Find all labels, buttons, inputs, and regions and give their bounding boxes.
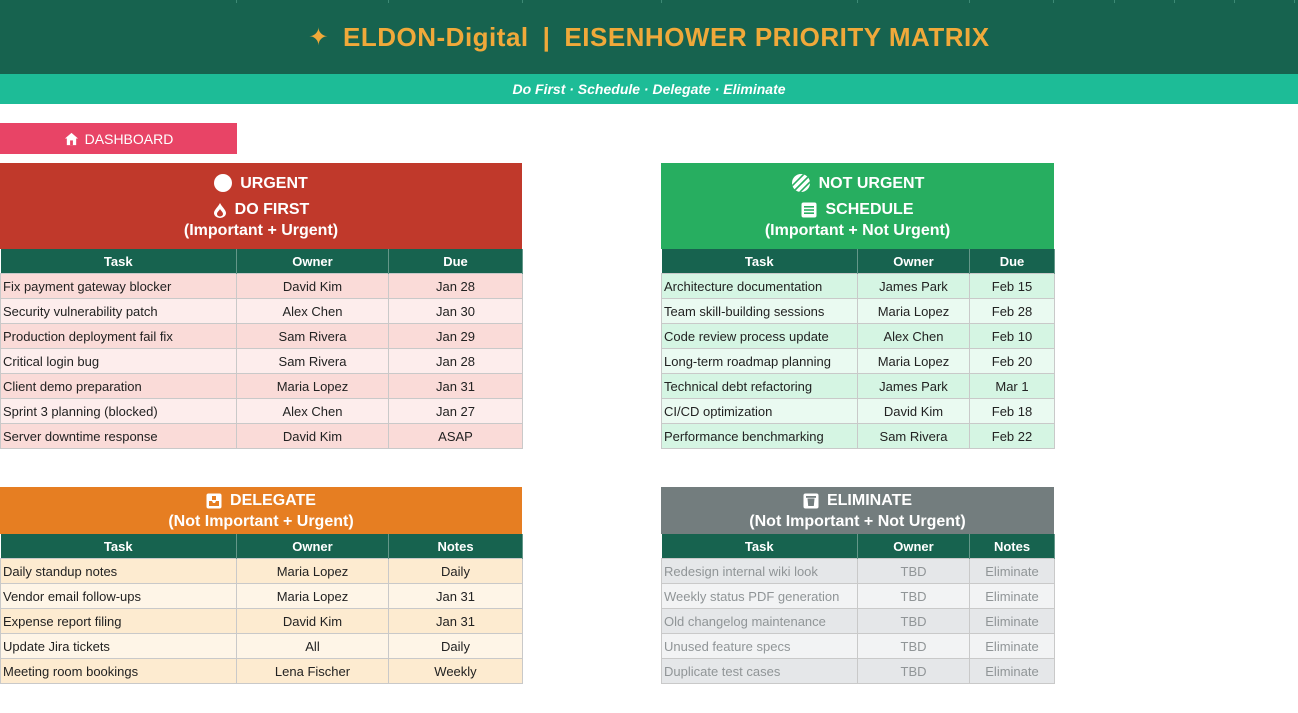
table-row bbox=[1, 274, 523, 299]
cell-due[interactable]: Jan 27 bbox=[389, 399, 523, 424]
quadrant-header bbox=[661, 163, 1054, 249]
table-row bbox=[662, 634, 1055, 659]
cell-task[interactable]: Vendor email follow-ups bbox=[1, 584, 237, 609]
cell-owner[interactable]: Sam Rivera bbox=[858, 424, 970, 449]
task-table bbox=[661, 534, 1055, 684]
group-label: URGENT bbox=[240, 174, 308, 192]
column-header-task: Task bbox=[1, 249, 237, 274]
cell-task[interactable]: Long-term roadmap planning bbox=[662, 349, 858, 374]
column-header-owner: Owner bbox=[858, 249, 970, 274]
cell-notes[interactable]: Eliminate bbox=[970, 609, 1055, 634]
cell-task[interactable]: Production deployment fail fix bbox=[1, 324, 237, 349]
subtitle-band bbox=[0, 74, 1298, 104]
cell-task[interactable]: Performance benchmarking bbox=[662, 424, 858, 449]
quadrant-subtitle: (Not Important + Urgent) bbox=[168, 513, 354, 530]
table-row bbox=[1, 349, 523, 374]
cell-owner[interactable]: Maria Lopez bbox=[858, 349, 970, 374]
table-header-row bbox=[662, 249, 1055, 274]
cell-due[interactable]: Jan 28 bbox=[389, 349, 523, 374]
cell-task[interactable]: Update Jira tickets bbox=[1, 634, 237, 659]
cell-task[interactable]: Code review process update bbox=[662, 324, 858, 349]
column-header-task: Task bbox=[662, 534, 858, 559]
cell-due[interactable]: Feb 10 bbox=[970, 324, 1055, 349]
gridline-mark bbox=[236, 0, 237, 3]
cell-due[interactable]: Jan 28 bbox=[389, 274, 523, 299]
cell-due[interactable]: Mar 1 bbox=[970, 374, 1055, 399]
cell-task[interactable]: Server downtime response bbox=[1, 424, 237, 449]
brand-name: ELDON-Digital bbox=[343, 21, 529, 52]
cell-notes[interactable]: Eliminate bbox=[970, 559, 1055, 584]
column-header-due: Due bbox=[389, 249, 523, 274]
quadrant-title: ELIMINATE bbox=[826, 492, 913, 509]
quadrant-header bbox=[0, 487, 522, 534]
cell-notes[interactable]: Eliminate bbox=[970, 659, 1055, 684]
gridline-mark bbox=[522, 0, 523, 3]
cell-owner[interactable]: Alex Chen bbox=[858, 324, 970, 349]
cell-due[interactable]: Feb 22 bbox=[970, 424, 1055, 449]
trash-icon bbox=[803, 493, 819, 509]
table-row bbox=[1, 634, 523, 659]
quadrant-title-row bbox=[661, 490, 1054, 511]
cell-owner[interactable]: Alex Chen bbox=[237, 399, 389, 424]
cell-due[interactable]: Feb 15 bbox=[970, 274, 1055, 299]
cell-owner[interactable]: Lena Fischer bbox=[237, 659, 389, 684]
cell-owner[interactable]: Sam Rivera bbox=[237, 324, 389, 349]
cell-task[interactable]: Meeting room bookings bbox=[1, 659, 237, 684]
table-header-row bbox=[1, 534, 523, 559]
cell-task[interactable]: Team skill-building sessions bbox=[662, 299, 858, 324]
column-header-owner: Owner bbox=[237, 249, 389, 274]
gridline-mark bbox=[388, 0, 389, 3]
quadrant-title: DELEGATE bbox=[230, 492, 316, 509]
cell-owner[interactable]: Maria Lopez bbox=[858, 299, 970, 324]
group-label-row bbox=[0, 171, 522, 195]
list-icon bbox=[801, 202, 817, 218]
cell-due[interactable]: Jan 29 bbox=[389, 324, 523, 349]
table-row bbox=[662, 424, 1055, 449]
title-separator: | bbox=[542, 21, 551, 52]
column-header-notes: Notes bbox=[970, 534, 1055, 559]
subtitle-text: Do First · Schedule · Delegate · Eliminate bbox=[512, 81, 786, 97]
dashboard-label: DASHBOARD bbox=[84, 130, 174, 147]
cell-task[interactable]: Architecture documentation bbox=[662, 274, 858, 299]
table-header-row bbox=[1, 249, 523, 274]
quadrant-title: SCHEDULE bbox=[825, 201, 914, 218]
quadrant-eliminate bbox=[661, 487, 1054, 684]
gridline-mark bbox=[1174, 0, 1175, 3]
table-row bbox=[1, 399, 523, 424]
group-label: NOT URGENT bbox=[818, 174, 925, 192]
quadrant-header bbox=[0, 163, 522, 249]
quadrant-subtitle: (Important + Urgent) bbox=[183, 222, 339, 239]
cell-owner[interactable]: TBD bbox=[858, 659, 970, 684]
cell-owner[interactable]: David Kim bbox=[237, 609, 389, 634]
cell-notes[interactable]: Eliminate bbox=[970, 634, 1055, 659]
table-row bbox=[1, 424, 523, 449]
task-table bbox=[0, 534, 523, 684]
table-row bbox=[662, 559, 1055, 584]
quadrant-title: DO FIRST bbox=[234, 201, 310, 218]
cell-notes[interactable]: Weekly bbox=[389, 659, 523, 684]
title-banner bbox=[0, 0, 1298, 74]
table-row bbox=[1, 609, 523, 634]
cell-owner[interactable]: Sam Rivera bbox=[237, 349, 389, 374]
cell-owner[interactable]: Maria Lopez bbox=[237, 374, 389, 399]
quadrant-title-row bbox=[661, 199, 1054, 220]
cell-task[interactable]: Security vulnerability patch bbox=[1, 299, 237, 324]
cell-owner[interactable]: TBD bbox=[858, 634, 970, 659]
cell-owner[interactable]: Maria Lopez bbox=[237, 584, 389, 609]
gridline-mark bbox=[1114, 0, 1115, 3]
cell-owner[interactable]: Alex Chen bbox=[237, 299, 389, 324]
cell-task[interactable]: Redesign internal wiki look bbox=[662, 559, 858, 584]
cell-owner[interactable]: TBD bbox=[858, 609, 970, 634]
cell-task[interactable]: Daily standup notes bbox=[1, 559, 237, 584]
hatched-circle-icon bbox=[791, 173, 811, 193]
quadrant-title-row bbox=[0, 490, 522, 511]
cell-task[interactable]: CI/CD optimization bbox=[662, 399, 858, 424]
cell-task[interactable]: Unused feature specs bbox=[662, 634, 858, 659]
cell-notes[interactable]: Jan 31 bbox=[389, 609, 523, 634]
task-table bbox=[661, 249, 1055, 449]
cell-task[interactable]: Critical login bug bbox=[1, 349, 237, 374]
cell-notes[interactable]: Jan 31 bbox=[389, 584, 523, 609]
cell-owner[interactable]: David Kim bbox=[858, 399, 970, 424]
column-header-owner: Owner bbox=[858, 534, 970, 559]
gridline-mark bbox=[969, 0, 970, 3]
column-header-task: Task bbox=[1, 534, 237, 559]
inbox-icon bbox=[206, 493, 222, 509]
column-header-notes: Notes bbox=[389, 534, 523, 559]
table-row bbox=[662, 659, 1055, 684]
page-title bbox=[308, 22, 989, 53]
column-gridlines bbox=[0, 0, 1298, 3]
cell-due[interactable]: Jan 30 bbox=[389, 299, 523, 324]
matrix-title: EISENHOWER PRIORITY MATRIX bbox=[564, 21, 990, 52]
gridline-mark bbox=[661, 0, 662, 3]
cell-due[interactable]: Feb 18 bbox=[970, 399, 1055, 424]
table-row bbox=[662, 274, 1055, 299]
house-icon bbox=[64, 132, 79, 146]
table-row bbox=[1, 584, 523, 609]
star-icon: ✦ bbox=[308, 23, 330, 51]
cell-owner[interactable]: James Park bbox=[858, 374, 970, 399]
cell-owner[interactable]: David Kim bbox=[237, 424, 389, 449]
gridline-mark bbox=[1234, 0, 1235, 3]
quadrant-schedule bbox=[661, 163, 1054, 449]
cell-due[interactable]: ASAP bbox=[389, 424, 523, 449]
gridline-mark bbox=[857, 0, 858, 3]
cell-task[interactable]: Duplicate test cases bbox=[662, 659, 858, 684]
cell-task[interactable]: Expense report filing bbox=[1, 609, 237, 634]
cell-notes[interactable]: Daily bbox=[389, 559, 523, 584]
table-row bbox=[662, 609, 1055, 634]
cell-notes[interactable]: Eliminate bbox=[970, 584, 1055, 609]
cell-task[interactable]: Old changelog maintenance bbox=[662, 609, 858, 634]
column-header-due: Due bbox=[970, 249, 1055, 274]
table-row bbox=[1, 299, 523, 324]
table-row bbox=[1, 559, 523, 584]
table-row bbox=[662, 584, 1055, 609]
cell-task[interactable]: Client demo preparation bbox=[1, 374, 237, 399]
gridline-mark bbox=[1053, 0, 1054, 3]
quadrant-header bbox=[661, 487, 1054, 534]
quadrant-subtitle: (Important + Not Urgent) bbox=[764, 222, 951, 239]
cell-task[interactable]: Fix payment gateway blocker bbox=[1, 274, 237, 299]
cell-owner[interactable]: All bbox=[237, 634, 389, 659]
cell-due[interactable]: Feb 20 bbox=[970, 349, 1055, 374]
table-header-row bbox=[662, 534, 1055, 559]
dashboard-button[interactable] bbox=[0, 123, 237, 154]
task-table bbox=[0, 249, 523, 449]
cell-owner[interactable]: James Park bbox=[858, 274, 970, 299]
quadrant-do-first bbox=[0, 163, 522, 449]
cell-notes[interactable]: Daily bbox=[389, 634, 523, 659]
cell-task[interactable]: Technical debt refactoring bbox=[662, 374, 858, 399]
table-row bbox=[662, 399, 1055, 424]
cell-owner[interactable]: Maria Lopez bbox=[237, 559, 389, 584]
quadrant-delegate bbox=[0, 487, 522, 684]
table-row bbox=[1, 324, 523, 349]
table-row bbox=[662, 299, 1055, 324]
drop-icon bbox=[213, 202, 227, 218]
column-header-task: Task bbox=[662, 249, 858, 274]
group-label-row bbox=[661, 171, 1054, 195]
cell-owner[interactable]: David Kim bbox=[237, 274, 389, 299]
gridline-mark bbox=[1294, 0, 1295, 3]
table-row bbox=[662, 374, 1055, 399]
table-row bbox=[1, 659, 523, 684]
table-row bbox=[662, 324, 1055, 349]
table-row bbox=[1, 374, 523, 399]
column-header-owner: Owner bbox=[237, 534, 389, 559]
table-row bbox=[662, 349, 1055, 374]
circle-icon bbox=[214, 174, 232, 192]
cell-owner[interactable]: TBD bbox=[858, 584, 970, 609]
cell-due[interactable]: Jan 31 bbox=[389, 374, 523, 399]
cell-task[interactable]: Sprint 3 planning (blocked) bbox=[1, 399, 237, 424]
cell-due[interactable]: Feb 28 bbox=[970, 299, 1055, 324]
cell-task[interactable]: Weekly status PDF generation bbox=[662, 584, 858, 609]
quadrant-title-row bbox=[0, 199, 522, 220]
cell-owner[interactable]: TBD bbox=[858, 559, 970, 584]
quadrant-subtitle: (Not Important + Not Urgent) bbox=[749, 513, 966, 530]
